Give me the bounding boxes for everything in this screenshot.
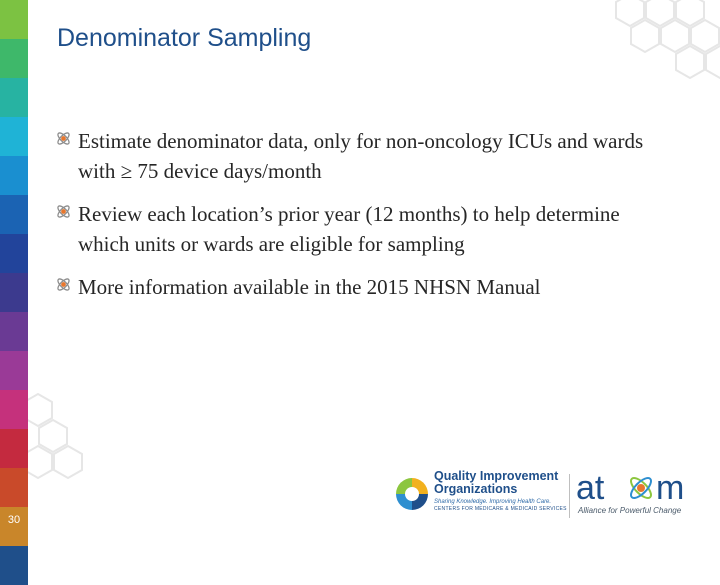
qio-logo-line2: Organizations bbox=[434, 482, 518, 496]
color-stripe bbox=[0, 234, 28, 273]
atom-wordmark-logo bbox=[574, 470, 704, 506]
svg-text:m: m bbox=[656, 470, 685, 506]
color-stripe bbox=[0, 117, 28, 156]
atom-bullet-icon bbox=[55, 130, 72, 147]
bullet-text: Review each location’s prior year (12 months) to help determine which units or wards are eligible for sampling bbox=[78, 202, 620, 256]
bullet-item bbox=[55, 272, 675, 302]
bullet-text: Estimate denominator data, only for non-oncology ICUs and wards with ≥ 75 device days/month bbox=[78, 129, 644, 183]
qio-logo bbox=[392, 468, 567, 524]
atom-bullet-icon bbox=[55, 276, 72, 293]
bullet-item bbox=[55, 126, 675, 186]
atom-logo bbox=[574, 470, 714, 522]
color-stripe bbox=[0, 78, 28, 117]
bullet-list bbox=[55, 126, 675, 315]
color-stripe bbox=[0, 351, 28, 390]
color-stripe bbox=[0, 156, 28, 195]
hexagon-decoration-left bbox=[28, 390, 108, 500]
slide-title: Denominator Sampling bbox=[57, 24, 312, 52]
qio-emblem-icon bbox=[392, 474, 432, 514]
color-stripe bbox=[0, 273, 28, 312]
hexagon-decoration-top-right bbox=[590, 0, 720, 100]
svg-text:at: at bbox=[576, 470, 605, 506]
qio-logo-subtext: CENTERS FOR MEDICARE & MEDICAID SERVICES bbox=[434, 506, 567, 512]
color-stripe bbox=[0, 312, 28, 351]
color-stripe bbox=[0, 546, 28, 585]
bullet-text: More information available in the 2015 NHSN Manual bbox=[78, 275, 541, 299]
bullet-item bbox=[55, 199, 675, 259]
qio-logo-tagline: Sharing Knowledge. Improving Health Care. bbox=[434, 499, 552, 505]
atom-bullet-icon bbox=[55, 203, 72, 220]
qio-logo-line1: Quality Improvement bbox=[434, 469, 559, 483]
slide-number: 30 bbox=[7, 514, 21, 526]
color-stripe bbox=[0, 195, 28, 234]
logo-divider bbox=[569, 474, 570, 518]
color-stripe bbox=[0, 0, 28, 39]
color-stripe bbox=[0, 39, 28, 78]
color-stripe bbox=[0, 429, 28, 468]
color-stripe bbox=[0, 390, 28, 429]
color-stripe-bar bbox=[0, 0, 28, 540]
atom-logo-tagline: Alliance for Powerful Change bbox=[578, 506, 682, 515]
